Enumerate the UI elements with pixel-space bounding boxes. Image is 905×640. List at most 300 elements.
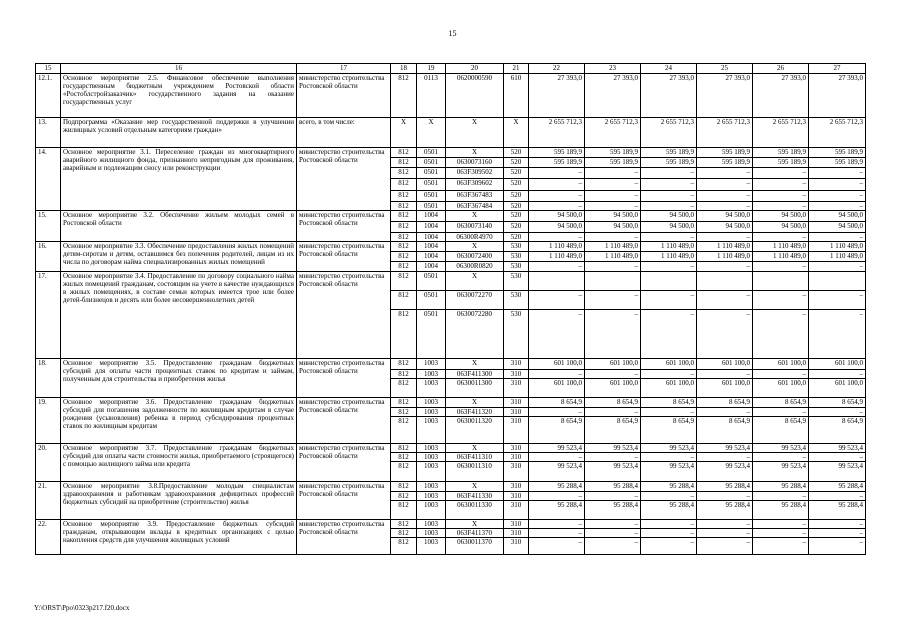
activity-name: Основное мероприятие 3.2. Обеспечение жильем молодых семей в Ростовской области (61, 211, 297, 242)
amount-cell: 95 288,4 (641, 482, 697, 492)
grbs-code: 812 (391, 444, 417, 453)
target-article-code: 063F411320 (446, 408, 504, 417)
amount-cell: 2 655 712,3 (641, 118, 697, 148)
amount-cell: 95 288,4 (585, 501, 641, 520)
expense-type-code: 520 (504, 191, 529, 202)
amount-cell (585, 272, 641, 291)
amount-cell: 99 523,4 (753, 462, 809, 482)
row-number: 21. (36, 482, 61, 520)
row-number: 18. (36, 359, 61, 398)
section-code: 1004 (417, 211, 446, 222)
target-article-code: 0630072400 (446, 252, 504, 262)
amount-cell: 8 654,9 (697, 398, 753, 408)
grbs-code: 812 (391, 272, 417, 291)
grbs-code: 812 (391, 379, 417, 398)
expense-type-code: 530 (504, 252, 529, 262)
amount-cell: 601 100,0 (697, 359, 753, 370)
target-article-code: Х (446, 118, 504, 148)
target-article-code: Х (446, 520, 504, 529)
section-code: 1003 (417, 492, 446, 501)
amount-cell: 2 655 712,3 (529, 118, 585, 148)
grbs-code: 812 (391, 291, 417, 310)
amount-cell: 601 100,0 (585, 379, 641, 398)
target-article-code: 063F411370 (446, 529, 504, 538)
amount-cell: 1 110 489,0 (697, 252, 753, 262)
grbs-code: 812 (391, 191, 417, 202)
amount-cell: 27 393,0 (641, 74, 697, 118)
amount-cell: 601 100,0 (585, 359, 641, 370)
expense-type-code: 520 (504, 179, 529, 191)
target-article-code: 063F411310 (446, 453, 504, 462)
amount-cell: 2 655 712,3 (585, 118, 641, 148)
grbs-code: 812 (391, 262, 417, 272)
grbs-code: 812 (391, 359, 417, 370)
column-number: 26 (753, 64, 809, 74)
grbs-code: 812 (391, 408, 417, 417)
table-row (36, 359, 866, 370)
amount-cell: – (529, 262, 585, 272)
grbs-code: 812 (391, 179, 417, 191)
amount-cell: – (697, 233, 753, 242)
amount-cell: – (753, 233, 809, 242)
expense-type-code: 310 (504, 520, 529, 529)
amount-cell: – (697, 453, 753, 462)
amount-cell: 601 100,0 (641, 359, 697, 370)
section-code: 1003 (417, 538, 446, 555)
amount-cell: – (641, 291, 697, 310)
amount-cell: 595 189,9 (529, 158, 585, 168)
column-number: 25 (697, 64, 753, 74)
amount-cell: – (585, 310, 641, 359)
amount-cell: 1 110 489,0 (641, 252, 697, 262)
amount-cell: – (641, 310, 697, 359)
section-code: 1004 (417, 262, 446, 272)
target-article-code: 063F367484 (446, 202, 504, 211)
responsible-executor: министерство строительства Ростовской области (297, 242, 391, 272)
expense-type-code: 310 (504, 398, 529, 408)
grbs-code: 812 (391, 492, 417, 501)
amount-cell: 1 110 489,0 (697, 242, 753, 252)
amount-cell: 95 288,4 (697, 482, 753, 492)
amount-cell: – (809, 233, 866, 242)
grbs-code: 812 (391, 398, 417, 408)
section-code: 0113 (417, 74, 446, 118)
row-number: 20. (36, 444, 61, 482)
amount-cell: – (809, 529, 866, 538)
table-row (36, 398, 866, 408)
target-article-code: 0630073140 (446, 222, 504, 233)
activity-name: Основное мероприятие 3.7. Предоставление гражданам бюджетных субсидий для оплаты части стоимости жилья, приобретаемого (строящегося) с помощью жилищного займа или кредита (61, 444, 297, 482)
amount-cell: 95 288,4 (809, 482, 866, 492)
grbs-code: 812 (391, 148, 417, 158)
expense-type-code: 310 (504, 501, 529, 520)
grbs-code: 812 (391, 252, 417, 262)
grbs-code: Х (391, 118, 417, 148)
responsible-executor: всего, в том числе: (297, 118, 391, 148)
expense-type-code: 520 (504, 202, 529, 211)
expense-type-code: 520 (504, 233, 529, 242)
expense-type-code: 310 (504, 462, 529, 482)
amount-cell: 595 189,9 (641, 158, 697, 168)
target-article-code: 063F367483 (446, 191, 504, 202)
target-article-code: 0630073160 (446, 158, 504, 168)
amount-cell: 601 100,0 (529, 379, 585, 398)
amount-cell: 2 655 712,3 (697, 118, 753, 148)
amount-cell (697, 272, 753, 291)
row-number: 14. (36, 148, 61, 211)
amount-cell: – (753, 179, 809, 191)
amount-cell: – (809, 262, 866, 272)
activity-name: Основное мероприятие 2.5. Финансовое обеспечение выполнения государственным бюджетным учреждением Ростовской области «Ростоблстройзаказчик» государственного задания на оказание государственных услуг (61, 74, 297, 118)
amount-cell: 94 500,0 (809, 211, 866, 222)
amount-cell: 8 654,9 (585, 398, 641, 408)
amount-cell: – (753, 520, 809, 529)
amount-cell (641, 272, 697, 291)
section-code: 1003 (417, 482, 446, 492)
column-number: 27 (809, 64, 866, 74)
amount-cell: 94 500,0 (529, 222, 585, 233)
section-code: 1003 (417, 370, 446, 379)
amount-cell: 95 288,4 (753, 482, 809, 492)
amount-cell: – (641, 529, 697, 538)
expense-type-code: 310 (504, 370, 529, 379)
target-article-code: Х (446, 242, 504, 252)
activity-name: Основное мероприятие 3.1. Переселение граждан из многоквартирного аварийного жилищного фонда, признанного непригодным для проживания, аварийным и подлежащим сносу или реконструкции (61, 148, 297, 211)
expense-type-code: 520 (504, 148, 529, 158)
table-row (36, 148, 866, 158)
target-article-code: Х (446, 398, 504, 408)
table-row (36, 74, 866, 118)
grbs-code: 812 (391, 310, 417, 359)
responsible-executor: министерство строительства Ростовской области (297, 211, 391, 242)
target-article-code: Х (446, 148, 504, 158)
amount-cell: – (753, 408, 809, 417)
amount-cell: – (697, 310, 753, 359)
section-code: 1004 (417, 222, 446, 233)
amount-cell: 99 523,4 (753, 444, 809, 453)
amount-cell: – (585, 492, 641, 501)
responsible-executor: министерство строительства Ростовской области (297, 482, 391, 520)
amount-cell: 2 655 712,3 (753, 118, 809, 148)
amount-cell: – (809, 370, 866, 379)
table-row (36, 444, 866, 453)
amount-cell: – (697, 538, 753, 555)
grbs-code: 812 (391, 370, 417, 379)
amount-cell: – (809, 492, 866, 501)
amount-cell: – (809, 291, 866, 310)
amount-cell: 27 393,0 (585, 74, 641, 118)
amount-cell: 99 523,4 (529, 444, 585, 453)
amount-cell: 601 100,0 (529, 359, 585, 370)
column-number: 17 (297, 64, 391, 74)
expense-type-code: 310 (504, 538, 529, 555)
amount-cell: – (529, 492, 585, 501)
expense-type-code: 520 (504, 222, 529, 233)
section-code: 1003 (417, 379, 446, 398)
column-number: 15 (36, 64, 61, 74)
amount-cell: 99 523,4 (529, 462, 585, 482)
amount-cell: – (585, 408, 641, 417)
section-code: 1004 (417, 252, 446, 262)
section-code: 1003 (417, 398, 446, 408)
section-code: 0501 (417, 168, 446, 179)
amount-cell: 8 654,9 (809, 417, 866, 444)
row-number: 13. (36, 118, 61, 148)
amount-cell: – (585, 453, 641, 462)
expense-type-code: 310 (504, 453, 529, 462)
amount-cell: 8 654,9 (753, 417, 809, 444)
table-row (36, 211, 866, 222)
grbs-code: 812 (391, 168, 417, 179)
file-path: Y:\ORST\Ppo\0323p217.f20.docx (34, 604, 130, 612)
expense-type-code: 310 (504, 408, 529, 417)
amount-cell: 94 500,0 (809, 222, 866, 233)
section-code: 0501 (417, 291, 446, 310)
amount-cell: – (753, 529, 809, 538)
section-code: 1003 (417, 417, 446, 444)
grbs-code: 812 (391, 462, 417, 482)
amount-cell: 601 100,0 (697, 379, 753, 398)
target-article-code: Х (446, 482, 504, 492)
target-article-code: 0620000590 (446, 74, 504, 118)
expense-type-code: Х (504, 118, 529, 148)
column-number: 23 (585, 64, 641, 74)
amount-cell: 595 189,9 (585, 148, 641, 158)
amount-cell: 99 523,4 (809, 462, 866, 482)
amount-cell: – (641, 202, 697, 211)
amount-cell: – (697, 529, 753, 538)
amount-cell: 8 654,9 (809, 398, 866, 408)
amount-cell: – (529, 191, 585, 202)
grbs-code: 812 (391, 501, 417, 520)
row-number: 12.1. (36, 74, 61, 118)
amount-cell: 595 189,9 (753, 148, 809, 158)
grbs-code: 812 (391, 242, 417, 252)
amount-cell: 1 110 489,0 (585, 242, 641, 252)
amount-cell: – (809, 520, 866, 529)
target-article-code: 0630011300 (446, 379, 504, 398)
amount-cell: – (641, 408, 697, 417)
amount-cell: – (809, 310, 866, 359)
amount-cell: 1 110 489,0 (809, 242, 866, 252)
amount-cell: – (697, 168, 753, 179)
amount-cell: – (529, 291, 585, 310)
target-article-code: Х (446, 359, 504, 370)
amount-cell: 27 393,0 (809, 74, 866, 118)
expense-type-code: 520 (504, 211, 529, 222)
amount-cell: 94 500,0 (697, 222, 753, 233)
amount-cell: – (585, 233, 641, 242)
amount-cell: 8 654,9 (585, 417, 641, 444)
target-article-code: 0630072280 (446, 310, 504, 359)
expense-type-code: 610 (504, 74, 529, 118)
column-number: 24 (641, 64, 697, 74)
amount-cell: 1 110 489,0 (529, 242, 585, 252)
amount-cell: – (809, 453, 866, 462)
activity-name: Подпрограмма «Оказание мер государственной поддержки в улучшении жилищных условий отдельным категориям граждан» (61, 118, 297, 148)
activity-name: Основное мероприятие 3.9. Предоставление бюджетных субсидий гражданам, открывающим вклады в кредитных организациях с целью накопления средств для улучшения жилищных условий (61, 520, 297, 555)
row-number: 15. (36, 211, 61, 242)
amount-cell: – (529, 520, 585, 529)
target-article-code: 063F309502 (446, 168, 504, 179)
amount-cell: – (753, 262, 809, 272)
amount-cell: – (697, 291, 753, 310)
amount-cell: – (529, 233, 585, 242)
amount-cell: 95 288,4 (529, 482, 585, 492)
table-row (36, 482, 866, 492)
target-article-code: Х (446, 272, 504, 291)
amount-cell: 94 500,0 (641, 222, 697, 233)
expense-type-code: 530 (504, 310, 529, 359)
section-code: 1003 (417, 453, 446, 462)
amount-cell: 595 189,9 (641, 148, 697, 158)
amount-cell: – (753, 291, 809, 310)
amount-cell: – (641, 453, 697, 462)
amount-cell (753, 272, 809, 291)
amount-cell: – (753, 191, 809, 202)
amount-cell: 95 288,4 (641, 501, 697, 520)
table-row (36, 272, 866, 291)
amount-cell: – (697, 520, 753, 529)
target-article-code: 06300R0820 (446, 262, 504, 272)
amount-cell: 27 393,0 (697, 74, 753, 118)
amount-cell (529, 272, 585, 291)
amount-cell: 95 288,4 (585, 482, 641, 492)
column-number: 18 (391, 64, 417, 74)
amount-cell: 1 110 489,0 (809, 252, 866, 262)
amount-cell: 601 100,0 (753, 379, 809, 398)
amount-cell: – (641, 191, 697, 202)
section-code: 1003 (417, 444, 446, 453)
amount-cell: 95 288,4 (697, 501, 753, 520)
grbs-code: 812 (391, 202, 417, 211)
amount-cell: – (809, 179, 866, 191)
activity-name: Основное мероприятие 3.6. Предоставление гражданам бюджетных субсидий для погашения задолженности по жилищным кредитам в случае рождения (усыновления) ребенка в период субсидирования процентных ставок по жилищным кредитам (61, 398, 297, 444)
amount-cell: – (753, 453, 809, 462)
table-row (36, 118, 866, 148)
amount-cell: – (529, 529, 585, 538)
amount-cell: 94 500,0 (697, 211, 753, 222)
target-article-code: 0630011370 (446, 538, 504, 555)
amount-cell: 99 523,4 (641, 444, 697, 453)
responsible-executor: министерство строительства Ростовской области (297, 74, 391, 118)
amount-cell: – (585, 191, 641, 202)
amount-cell: 8 654,9 (753, 398, 809, 408)
section-code: 1003 (417, 408, 446, 417)
amount-cell: 595 189,9 (697, 158, 753, 168)
amount-cell: – (697, 179, 753, 191)
row-number: 19. (36, 398, 61, 444)
amount-cell: – (585, 291, 641, 310)
amount-cell: – (641, 168, 697, 179)
amount-cell: 595 189,9 (753, 158, 809, 168)
amount-cell: 99 523,4 (585, 444, 641, 453)
amount-cell: – (585, 529, 641, 538)
responsible-executor: министерство строительства Ростовской области (297, 148, 391, 211)
section-code: 0501 (417, 158, 446, 168)
amount-cell: – (697, 262, 753, 272)
responsible-executor: министерство строительства Ростовской области (297, 444, 391, 482)
amount-cell: – (585, 262, 641, 272)
amount-cell: – (585, 520, 641, 529)
amount-cell: – (641, 538, 697, 555)
amount-cell: – (585, 538, 641, 555)
grbs-code: 812 (391, 529, 417, 538)
amount-cell: 95 288,4 (529, 501, 585, 520)
amount-cell: – (697, 492, 753, 501)
column-number: 21 (504, 64, 529, 74)
amount-cell: – (753, 370, 809, 379)
grbs-code: 812 (391, 211, 417, 222)
amount-cell: – (529, 310, 585, 359)
amount-cell: – (529, 202, 585, 211)
section-code: 0501 (417, 179, 446, 191)
budget-table (35, 63, 866, 555)
expense-type-code: 530 (504, 291, 529, 310)
amount-cell: 601 100,0 (641, 379, 697, 398)
amount-cell: – (529, 453, 585, 462)
section-code: 1003 (417, 520, 446, 529)
amount-cell: 94 500,0 (641, 211, 697, 222)
expense-type-code: 530 (504, 262, 529, 272)
amount-cell: 99 523,4 (585, 462, 641, 482)
amount-cell: – (697, 408, 753, 417)
amount-cell: 94 500,0 (753, 211, 809, 222)
column-number: 16 (61, 64, 297, 74)
amount-cell: – (641, 492, 697, 501)
target-article-code: 063F411300 (446, 370, 504, 379)
amount-cell: 601 100,0 (809, 379, 866, 398)
amount-cell: 99 523,4 (641, 462, 697, 482)
section-code: 1003 (417, 359, 446, 370)
row-number: 16. (36, 242, 61, 272)
amount-cell: – (697, 202, 753, 211)
target-article-code: 063F411330 (446, 492, 504, 501)
section-code: 1004 (417, 233, 446, 242)
section-code: 0501 (417, 148, 446, 158)
amount-cell: – (809, 408, 866, 417)
amount-cell (809, 272, 866, 291)
amount-cell: 1 110 489,0 (753, 252, 809, 262)
amount-cell: – (641, 370, 697, 379)
amount-cell: 1 110 489,0 (585, 252, 641, 262)
amount-cell: – (809, 191, 866, 202)
expense-type-code: 520 (504, 168, 529, 179)
section-code: 1004 (417, 242, 446, 252)
amount-cell: 595 189,9 (697, 148, 753, 158)
amount-cell: – (753, 168, 809, 179)
target-article-code: Х (446, 444, 504, 453)
grbs-code: 812 (391, 538, 417, 555)
grbs-code: 812 (391, 453, 417, 462)
expense-type-code: 310 (504, 492, 529, 501)
grbs-code: 812 (391, 158, 417, 168)
amount-cell: 1 110 489,0 (529, 252, 585, 262)
responsible-executor: министерство строительства Ростовской области (297, 272, 391, 359)
amount-cell: – (753, 202, 809, 211)
amount-cell: – (641, 262, 697, 272)
amount-cell: – (641, 179, 697, 191)
amount-cell: 601 100,0 (809, 359, 866, 370)
grbs-code: 812 (391, 222, 417, 233)
amount-cell: 8 654,9 (697, 417, 753, 444)
column-number: 22 (529, 64, 585, 74)
amount-cell: – (753, 310, 809, 359)
expense-type-code: 310 (504, 529, 529, 538)
column-number: 20 (446, 64, 504, 74)
amount-cell: 94 500,0 (585, 211, 641, 222)
amount-cell: – (641, 233, 697, 242)
